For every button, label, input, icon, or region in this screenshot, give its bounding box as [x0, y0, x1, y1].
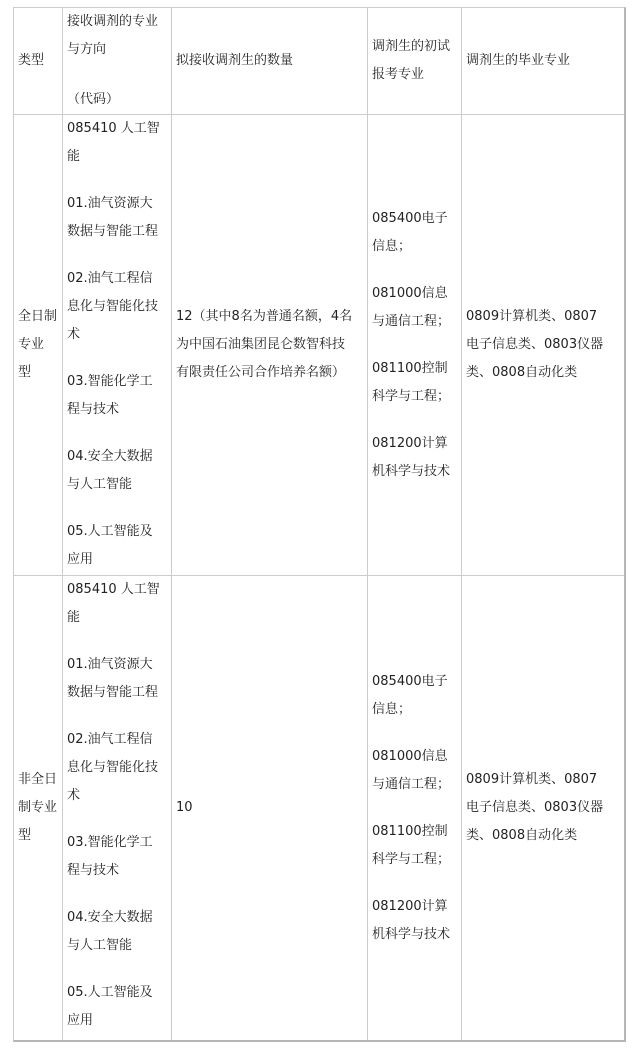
cell-text: 10 — [176, 800, 193, 815]
header-cell-grad-major — [462, 8, 624, 115]
cell-text: 应用 — [67, 1013, 94, 1028]
cell-text: 与人工智能 — [67, 938, 133, 953]
cell-majors — [63, 115, 172, 576]
cell-text: 03.智能化学工 — [67, 835, 153, 850]
cell-text: 05.人工智能及 — [67, 985, 153, 1000]
cell-text: 081000信息 — [372, 748, 448, 764]
cell-text: 数据与智能工程 — [67, 224, 159, 239]
cell-text: 类、0808自动化类 — [466, 828, 578, 843]
cell-grad-majors — [462, 115, 624, 576]
cell-majors — [63, 576, 172, 1040]
header-text: 报考专业 — [372, 67, 425, 82]
cell-text: 应用 — [67, 552, 94, 567]
cell-text: 与人工智能 — [67, 477, 133, 492]
cell-text: 与通信工程； — [372, 776, 451, 792]
cell-text: 机科学与技术 — [372, 463, 451, 479]
cell-text: 01.油气资源大 — [67, 657, 153, 672]
cell-grad-majors — [462, 576, 624, 1040]
cell-text: 085400电子 — [372, 210, 448, 226]
cell-text: 081100控制 — [372, 360, 448, 376]
header-cell-exam-major — [368, 8, 462, 115]
table-row — [14, 576, 624, 1040]
cell-text: 为中国石油集团昆仑数智科技 — [176, 337, 346, 352]
cell-text: 081200计算 — [372, 435, 448, 451]
cell-text: 0809计算机类、0807 — [466, 772, 598, 787]
cell-text: 程与技术 — [67, 863, 120, 878]
header-text: 与方向 — [67, 42, 107, 57]
cell-quantity — [172, 115, 368, 576]
cell-text: 术 — [67, 788, 81, 803]
cell-text: 制专业 — [18, 800, 58, 815]
table-row — [14, 115, 624, 576]
admissions-table — [13, 7, 626, 1042]
cell-text: 05.人工智能及 — [67, 524, 153, 539]
cell-text: 专业 — [18, 337, 45, 352]
cell-text: 04.安全大数据 — [67, 449, 153, 464]
cell-text: 085400电子 — [372, 673, 448, 689]
header-text: 接收调剂的专业 — [67, 14, 159, 29]
cell-text: 类、0808自动化类 — [466, 365, 578, 380]
cell-text: 03.智能化学工 — [67, 374, 153, 389]
header-cell-major — [63, 8, 172, 115]
table-header-row — [14, 8, 624, 115]
cell-text: 085410 人工智 — [67, 582, 160, 597]
cell-text: 全日制 — [18, 309, 58, 324]
cell-text: 能 — [67, 149, 81, 164]
cell-text: 04.安全大数据 — [67, 910, 153, 925]
cell-quantity — [172, 576, 368, 1040]
cell-text: 081000信息 — [372, 285, 448, 301]
header-cell-quantity — [172, 8, 368, 115]
cell-text: 术 — [67, 327, 81, 342]
cell-type — [14, 115, 63, 576]
header-text: （代码） — [67, 92, 120, 107]
cell-exam-majors — [368, 115, 462, 576]
cell-text: 02.油气工程信 — [67, 732, 153, 747]
cell-text: 型 — [18, 828, 32, 843]
cell-text: 081100控制 — [372, 823, 448, 839]
cell-type — [14, 576, 63, 1040]
cell-text: 非全日 — [18, 772, 58, 787]
cell-text: 科学与工程； — [372, 851, 451, 867]
cell-text: 机科学与技术 — [372, 926, 451, 942]
header-spacer — [67, 64, 167, 86]
cell-text: 程与技术 — [67, 402, 120, 417]
cell-text: 与通信工程； — [372, 313, 451, 329]
cell-text: 息化与智能化技 — [67, 299, 159, 314]
header-text: 拟接收调剂生的数量 — [176, 53, 294, 68]
cell-text: 有限责任公司合作培养名额） — [176, 365, 346, 380]
cell-text: 信息； — [372, 701, 412, 717]
header-text: 调剂生的毕业专业 — [466, 53, 571, 68]
cell-text: 能 — [67, 610, 81, 625]
cell-text: 0809计算机类、0807 — [466, 309, 598, 324]
cell-text: 085410 人工智 — [67, 121, 160, 136]
cell-text: 科学与工程； — [372, 388, 451, 404]
cell-text: 01.油气资源大 — [67, 196, 153, 211]
cell-text: 081200计算 — [372, 898, 448, 914]
cell-exam-majors — [368, 576, 462, 1040]
cell-text: 电子信息类、0803仪器 — [466, 337, 604, 352]
cell-text: 02.油气工程信 — [67, 271, 153, 286]
header-text: 调剂生的初试 — [372, 39, 451, 54]
header-text: 类型 — [18, 53, 45, 68]
cell-text: 信息； — [372, 238, 412, 254]
cell-text: 型 — [18, 365, 32, 380]
cell-text: 数据与智能工程 — [67, 685, 159, 700]
cell-text: 电子信息类、0803仪器 — [466, 800, 604, 815]
cell-text: 息化与智能化技 — [67, 760, 159, 775]
header-cell-type — [14, 8, 63, 115]
cell-text: 12（其中8名为普通名额，4名 — [176, 309, 353, 324]
